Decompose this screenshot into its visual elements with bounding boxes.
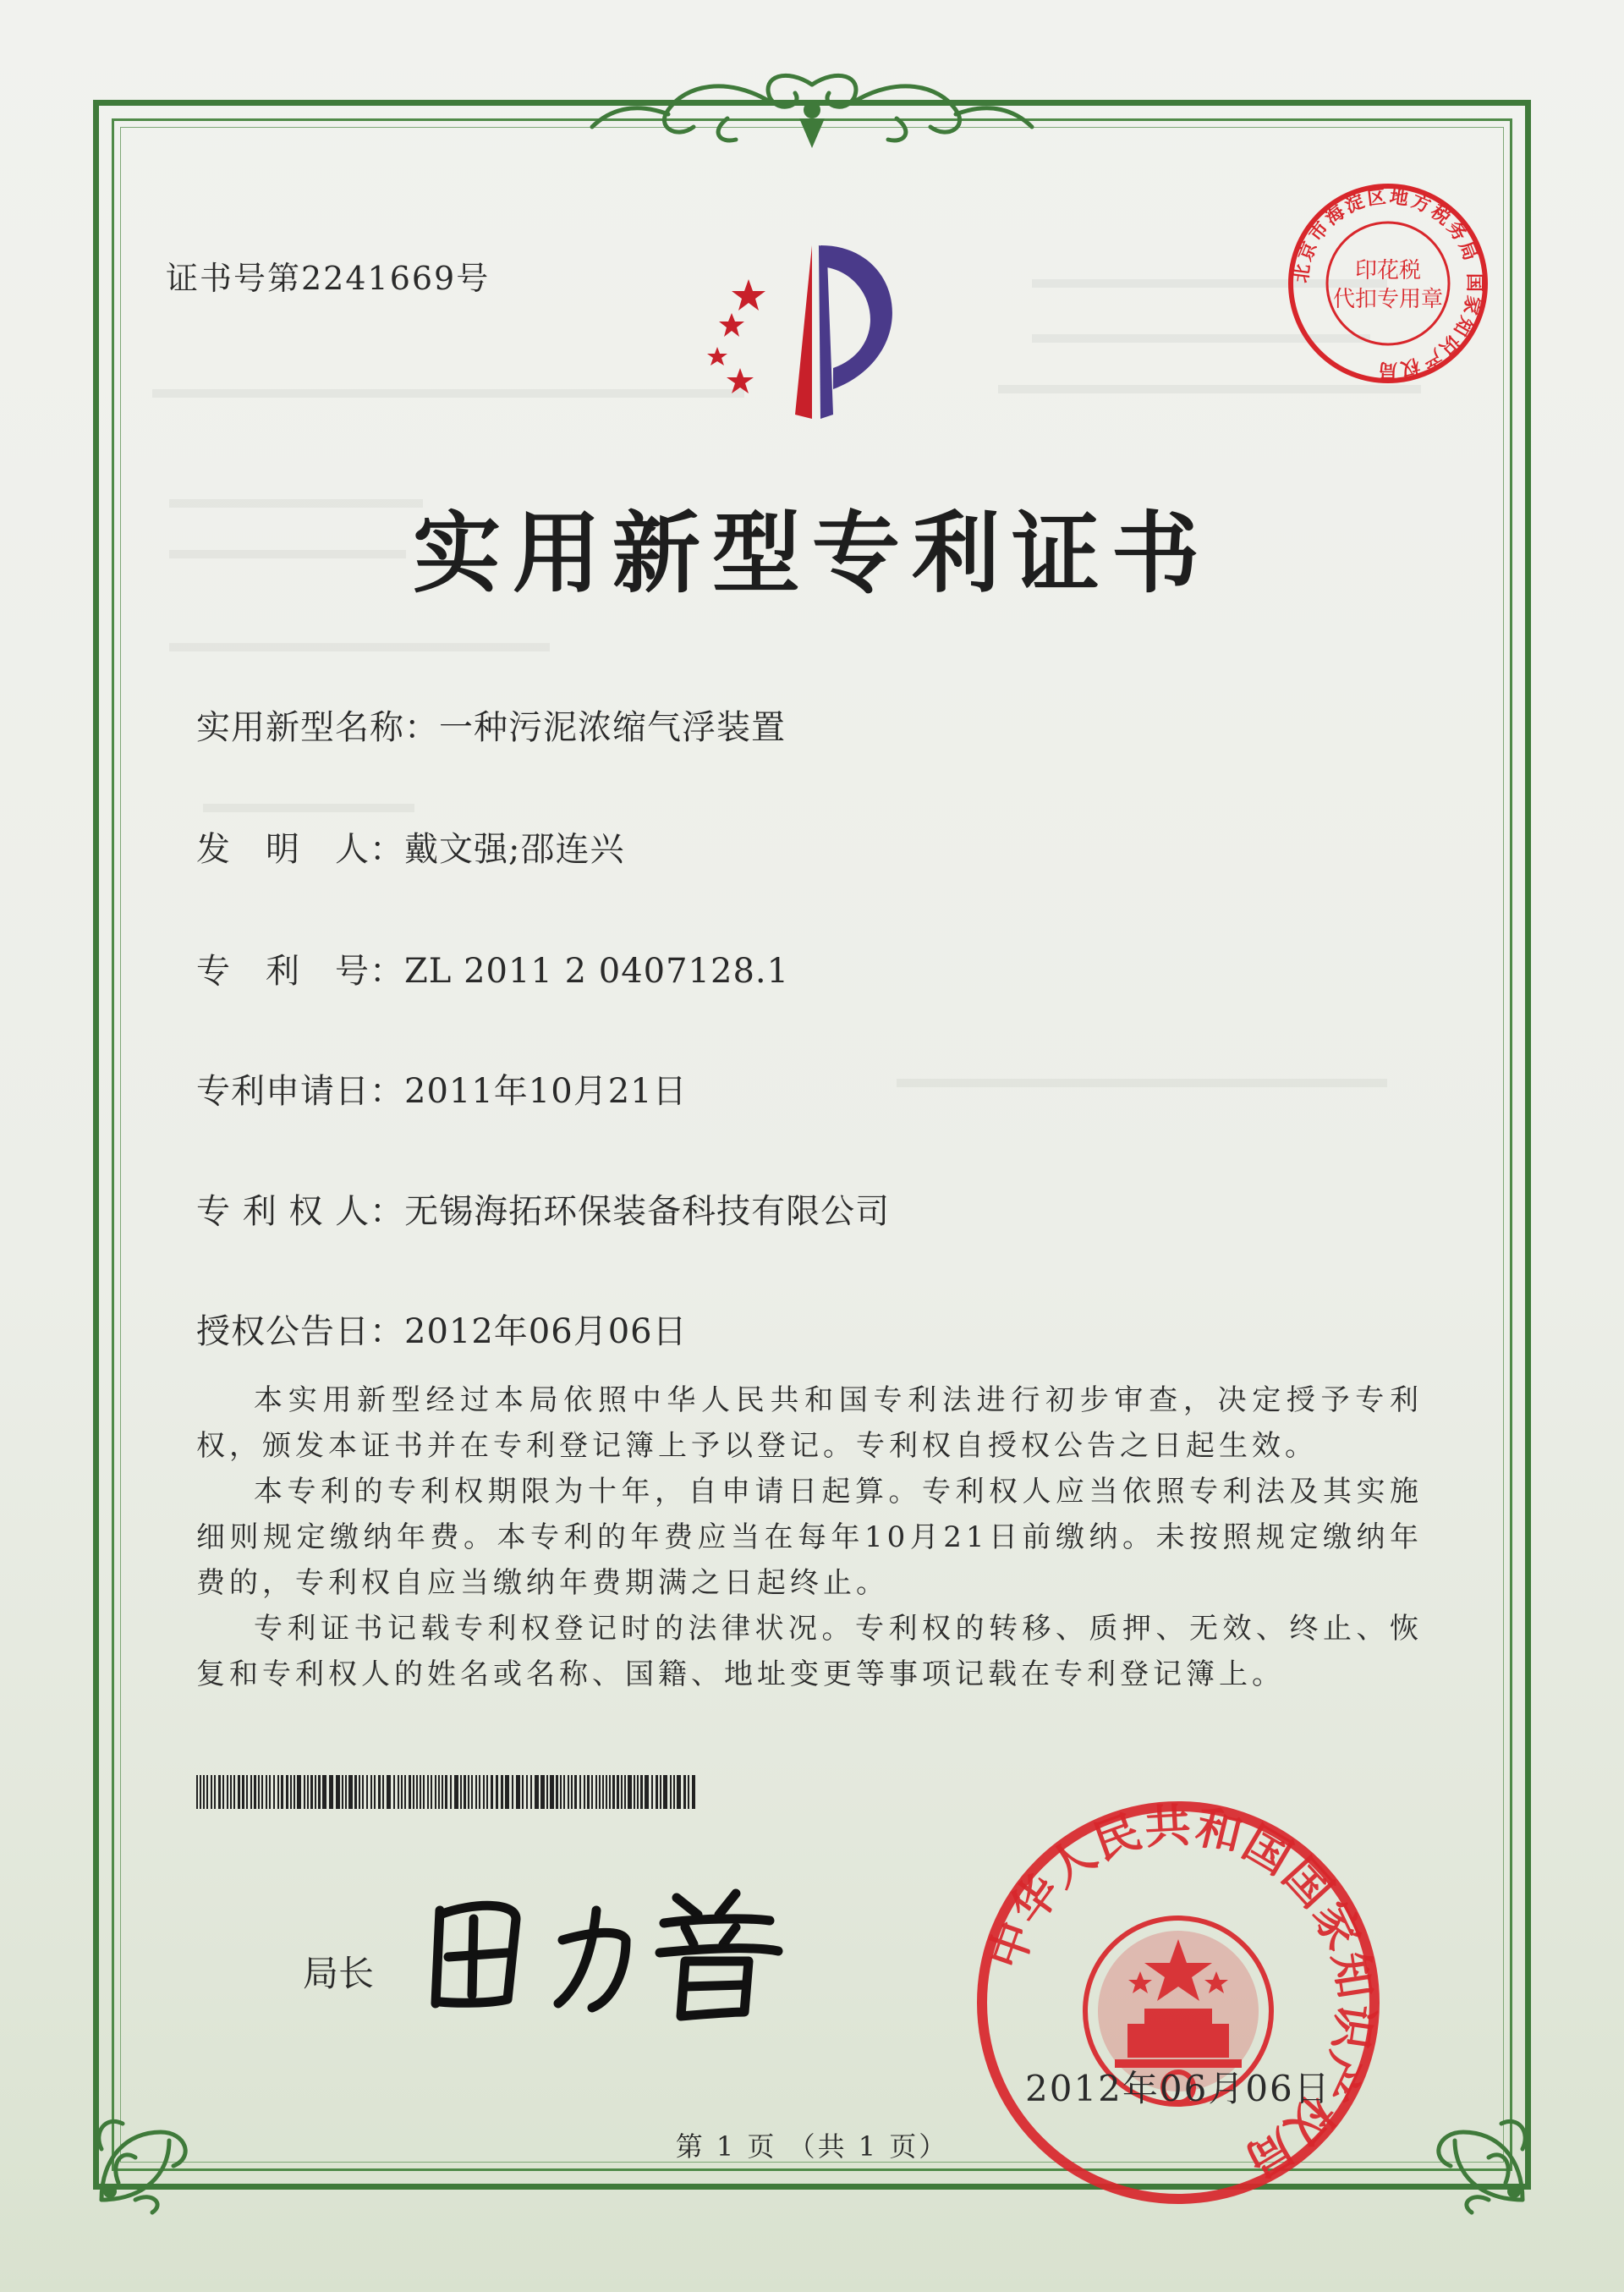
barcode-bar: [505, 1775, 509, 1809]
tax-stamp-ring-text: 北京市海淀区地方税务局 国家知识产权局: [1290, 185, 1486, 382]
barcode-bar: [624, 1775, 626, 1809]
barcode-bar: [546, 1775, 548, 1809]
barcode-bar: [297, 1775, 301, 1809]
barcode-bar: [310, 1775, 313, 1809]
barcode-bar: [606, 1775, 607, 1809]
barcode-bar: [427, 1775, 429, 1809]
barcode-bar: [294, 1775, 295, 1809]
barcode-bar: [486, 1775, 488, 1809]
barcode-bar: [370, 1775, 372, 1809]
barcode-bar: [273, 1775, 275, 1809]
barcode-bar: [211, 1775, 212, 1809]
barcode-bar: [307, 1775, 309, 1809]
barcode-bar: [640, 1775, 643, 1809]
barcode-bar: [563, 1775, 565, 1809]
barcode-bar: [336, 1775, 340, 1809]
barcode-bar: [526, 1775, 528, 1809]
barcode-bar: [393, 1775, 395, 1809]
certificate-body: [196, 1377, 1423, 1697]
barcode-bar: [637, 1775, 639, 1809]
barcode-bar: [501, 1775, 503, 1809]
body-paragraph: 专利证书记载专利权登记时的法律状况。专利权的转移、质押、无效、终止、恢复和专利权人的姓名或名称、国籍、地址变更等事项记载在专利登记簿上。: [196, 1612, 1423, 1691]
barcode-bar: [660, 1775, 661, 1809]
barcode-bar: [398, 1775, 399, 1809]
barcode-bar: [512, 1775, 513, 1809]
tax-stamp: [1282, 178, 1494, 389]
barcode-bar: [387, 1775, 391, 1809]
director-label: 局长: [303, 1953, 375, 1994]
barcode-bar: [233, 1775, 235, 1809]
barcode-bar: [281, 1775, 283, 1809]
official-seal-ring-text: 中华人民共和国国家知识产权局: [978, 1797, 1384, 2190]
seal-date: 2012年06月06日: [1025, 2068, 1331, 2109]
field-application-date: [196, 1064, 688, 1113]
barcode-bar: [266, 1775, 267, 1809]
barcode-bar: [227, 1775, 228, 1809]
barcode-bar: [516, 1775, 520, 1809]
barcode-bar: [556, 1775, 558, 1809]
barcode-bar: [483, 1775, 485, 1809]
barcode-bar: [560, 1775, 562, 1809]
barcode-bar: [230, 1775, 232, 1809]
barcode-bar: [290, 1775, 292, 1809]
barcode-bar: [420, 1775, 421, 1809]
barcode-bar: [318, 1775, 321, 1809]
barcode-bar: [591, 1775, 593, 1809]
barcode-bar: [362, 1775, 364, 1809]
barcode-bar: [634, 1775, 635, 1809]
barcode-bar: [568, 1775, 569, 1809]
barcode-bar: [670, 1775, 672, 1809]
body-paragraph: 本实用新型经过本局依照中华人民共和国专利法进行初步审查，决定授予专利权，颁发本证书并在专利登记簿上予以登记。专利权自授权公告之日起生效。: [196, 1383, 1423, 1463]
barcode-bar: [286, 1775, 288, 1809]
barcode-bar: [242, 1775, 244, 1809]
barcode-bar: [617, 1775, 619, 1809]
barcode-bar: [599, 1775, 601, 1809]
cnipa-logo-icon: [694, 228, 947, 431]
barcode-bar: [479, 1775, 480, 1809]
barcode-bar: [254, 1775, 256, 1809]
barcode-bar: [348, 1775, 353, 1809]
barcode-bar: [218, 1775, 221, 1809]
barcode-bar: [203, 1775, 205, 1809]
field-label: 专 利 权 人：: [196, 1192, 405, 1231]
barcode-bar: [214, 1775, 216, 1809]
barcode-bar: [464, 1775, 466, 1809]
barcode-bar: [413, 1775, 414, 1809]
body-paragraph: 本专利的专利权期限为十年，自申请日起算。专利权人应当依照专利法及其实施细则规定缴纳年费。本专利的年费应当在每年10月21日前缴纳。未按照规定缴纳年费的，专利权自应当缴纳年费期满之日起终止。: [196, 1475, 1423, 1600]
barcode-bar: [438, 1775, 440, 1809]
barcode-bar: [609, 1775, 611, 1809]
barcode: [196, 1775, 695, 1809]
barcode-bar: [315, 1775, 316, 1809]
field-value: ZL 2011 2 0407128.1: [404, 952, 790, 991]
barcode-bar: [692, 1775, 695, 1809]
barcode-bar: [579, 1775, 581, 1809]
field-value: 无锡海拓环保装备科技有限公司: [404, 1192, 891, 1231]
barcode-bar: [663, 1775, 667, 1809]
barcode-bar: [329, 1775, 333, 1809]
barcode-bar: [354, 1775, 357, 1809]
barcode-bar: [471, 1775, 473, 1809]
barcode-bar: [645, 1775, 649, 1809]
barcode-bar: [261, 1775, 263, 1809]
barcode-bar: [574, 1775, 577, 1809]
document-title: 实用新型专利证书: [412, 501, 1211, 605]
barcode-bar: [277, 1775, 279, 1809]
barcode-bar: [460, 1775, 462, 1809]
director-signature: [423, 1877, 795, 2029]
page-indicator: 第 1 页 （共 1 页）: [675, 2130, 949, 2163]
field-label: 发 明 人：: [196, 830, 404, 869]
barcode-bar: [409, 1775, 411, 1809]
field-value: 戴文强;邵连兴: [404, 830, 625, 869]
barcode-bar: [366, 1775, 368, 1809]
barcode-bar: [454, 1775, 458, 1809]
barcode-bar: [423, 1775, 425, 1809]
field-value: 2012年06月06日: [404, 1312, 688, 1351]
field-label: 授权公告日：: [196, 1312, 404, 1351]
field-patentee: [196, 1184, 890, 1233]
barcode-bar: [435, 1775, 436, 1809]
barcode-bar: [496, 1775, 498, 1809]
barcode-bar: [345, 1775, 347, 1809]
barcode-bar: [250, 1775, 252, 1809]
barcode-bar: [416, 1775, 418, 1809]
field-patent-number: [196, 944, 789, 992]
barcode-bar: [222, 1775, 224, 1809]
certificate-number: 证书号第2241669号: [166, 260, 491, 297]
field-inventors: [196, 822, 624, 871]
barcode-bar: [359, 1775, 360, 1809]
barcode-bar: [200, 1775, 201, 1809]
barcode-bar: [238, 1775, 240, 1809]
barcode-bar: [571, 1775, 573, 1809]
barcode-bar: [688, 1775, 689, 1809]
barcode-bar: [530, 1775, 532, 1809]
tax-stamp-line2: 代扣专用章: [1332, 287, 1444, 312]
barcode-bar: [382, 1775, 384, 1809]
barcode-bar: [322, 1775, 326, 1809]
barcode-bar: [587, 1775, 590, 1809]
barcode-bar: [475, 1775, 477, 1809]
barcode-bar: [206, 1775, 208, 1809]
field-label: 专利申请日：: [196, 1072, 404, 1111]
barcode-bar: [522, 1775, 524, 1809]
barcode-bar: [550, 1775, 554, 1809]
barcode-bar: [621, 1775, 623, 1809]
field-utility-model-name: [196, 701, 786, 749]
barcode-bar: [651, 1775, 653, 1809]
field-label: 实用新型名称：: [196, 708, 439, 747]
barcode-bar: [612, 1775, 615, 1809]
barcode-bar: [450, 1775, 452, 1809]
barcode-bar: [378, 1775, 381, 1809]
field-value: 2011年10月21日: [404, 1072, 688, 1111]
barcode-bar: [304, 1775, 305, 1809]
barcode-bar: [540, 1775, 545, 1809]
barcode-bar: [404, 1775, 406, 1809]
barcode-bar: [584, 1775, 585, 1809]
tax-stamp-line1: 印花税: [1354, 258, 1422, 283]
barcode-bar: [656, 1775, 658, 1809]
barcode-bar: [595, 1775, 597, 1809]
top-ornament-icon: [558, 68, 1066, 152]
barcode-bar: [673, 1775, 675, 1809]
barcode-bar: [342, 1775, 343, 1809]
barcode-bar: [269, 1775, 271, 1809]
barcode-bar: [677, 1775, 681, 1809]
barcode-bar: [628, 1775, 632, 1809]
barcode-bar: [491, 1775, 493, 1809]
barcode-bar: [442, 1775, 443, 1809]
barcode-bar: [431, 1775, 432, 1809]
barcode-bar: [401, 1775, 403, 1809]
barcode-bar: [535, 1775, 539, 1809]
barcode-bar: [258, 1775, 260, 1809]
barcode-bar: [683, 1775, 686, 1809]
field-value: 一种污泥浓缩气浮装置: [439, 708, 786, 747]
barcode-bar: [445, 1775, 447, 1809]
field-label: 专 利 号：: [196, 952, 404, 991]
barcode-bar: [196, 1775, 198, 1809]
barcode-bar: [374, 1775, 376, 1809]
barcode-bar: [468, 1775, 469, 1809]
barcode-bar: [246, 1775, 248, 1809]
barcode-bar: [602, 1775, 604, 1809]
field-grant-announcement-date: [196, 1305, 688, 1353]
